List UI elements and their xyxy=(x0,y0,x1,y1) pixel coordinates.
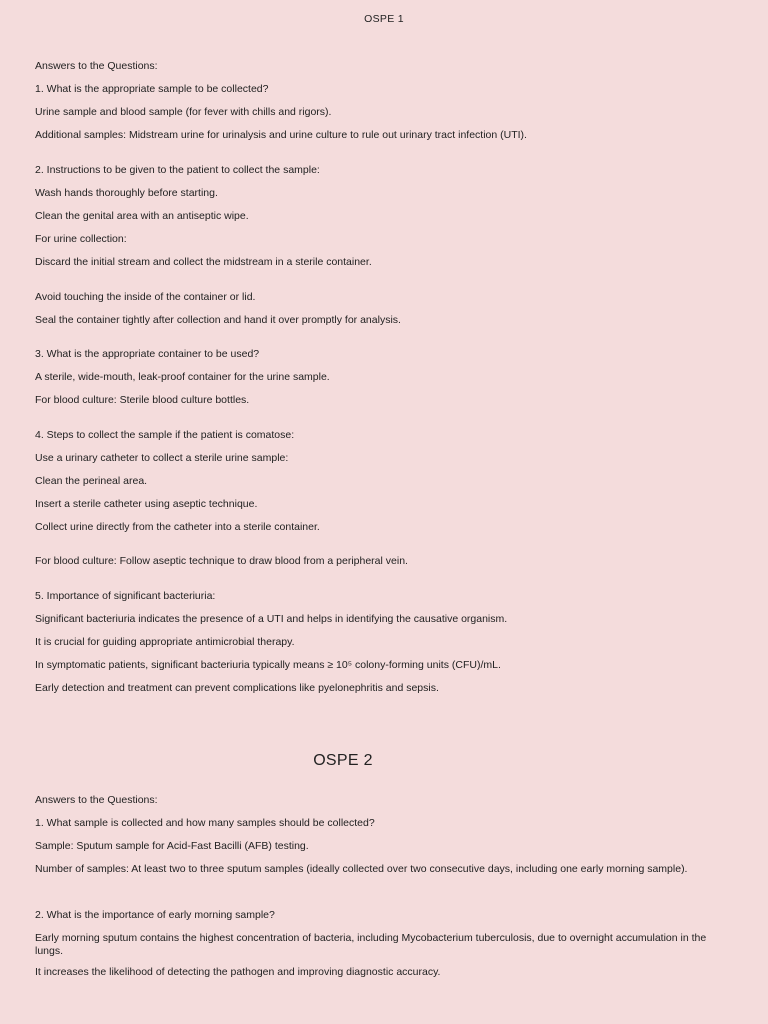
answer-line: Clean the perineal area. xyxy=(35,475,148,487)
question-2: 2. Instructions to be given to the patient to collect the sample: xyxy=(35,164,320,176)
question-2: 2. What is the importance of early morning sample? xyxy=(35,909,275,921)
ospe2-intro: Answers to the Questions: xyxy=(35,794,158,806)
answer-line: Sample: Sputum sample for Acid-Fast Bacilli (AFB) testing. xyxy=(35,840,309,852)
answer-line: Discard the initial stream and collect the midstream in a sterile container. xyxy=(35,256,372,268)
answer-line: Clean the genital area with an antiseptic wipe. xyxy=(35,210,249,222)
answer-line: Urine sample and blood sample (for fever with chills and rigors). xyxy=(35,106,332,118)
answer-line: Use a urinary catheter to collect a sterile urine sample: xyxy=(35,452,289,464)
answer-line: Insert a sterile catheter using aseptic technique. xyxy=(35,498,258,510)
answer-line: For blood culture: Sterile blood culture bottles. xyxy=(35,394,250,406)
ospe2-title: OSPE 2 xyxy=(313,752,373,769)
answer-line: Additional samples: Midstream urine for urinalysis and urine culture to rule out urinary tract infection (UTI). xyxy=(35,129,527,141)
answer-line: For blood culture: Follow aseptic technique to draw blood from a peripheral vein. xyxy=(35,555,408,567)
answer-line: Significant bacteriuria indicates the presence of a UTI and helps in identifying the causative organism. xyxy=(35,613,508,625)
answer-line: Wash hands thoroughly before starting. xyxy=(35,187,218,199)
ospe1-title: OSPE 1 xyxy=(364,13,404,25)
ospe1-intro: Answers to the Questions: xyxy=(35,60,158,72)
answer-line: In symptomatic patients, significant bacteriuria typically means ≥ 10⁵ colony-forming units (CFU)/mL. xyxy=(35,659,501,671)
answer-line: For urine collection: xyxy=(35,233,127,245)
question-5: 5. Importance of significant bacteriuria: xyxy=(35,590,216,602)
answer-line: It increases the likelihood of detecting the pathogen and improving diagnostic accuracy. xyxy=(35,966,441,978)
answer-line: Collect urine directly from the catheter into a sterile container. xyxy=(35,521,320,533)
question-3: 3. What is the appropriate container to be used? xyxy=(35,348,260,360)
answer-line: Number of samples: At least two to three sputum samples (ideally collected over two consecutive days, including one early morning sample). xyxy=(35,863,688,875)
answer-line: Seal the container tightly after collection and hand it over promptly for analysis. xyxy=(35,314,401,326)
answer-line: A sterile, wide-mouth, leak-proof container for the urine sample. xyxy=(35,371,330,383)
question-4: 4. Steps to collect the sample if the patient is comatose: xyxy=(35,429,295,441)
answer-line: It is crucial for guiding appropriate antimicrobial therapy. xyxy=(35,636,295,648)
answer-line: Early detection and treatment can prevent complications like pyelonephritis and sepsis. xyxy=(35,682,439,694)
answer-line: Early morning sputum contains the highest concentration of bacteria, including Mycobacterium tuberculosis, due to overnight accumulation in the lungs. xyxy=(35,932,707,957)
question-1: 1. What sample is collected and how many samples should be collected? xyxy=(35,817,375,829)
question-1: 1. What is the appropriate sample to be collected? xyxy=(35,83,269,95)
answer-line: Avoid touching the inside of the container or lid. xyxy=(35,291,256,303)
